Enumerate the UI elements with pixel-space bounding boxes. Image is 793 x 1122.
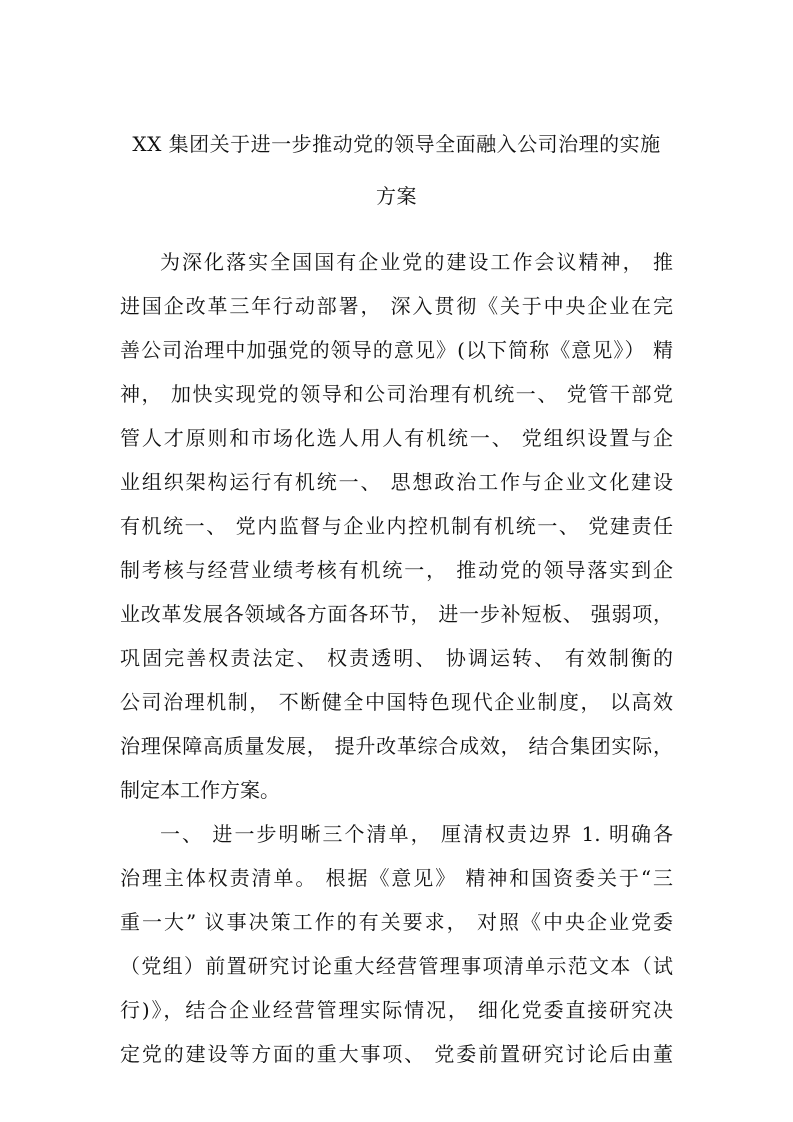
body-line: 管人才原则和市场化选人用人有机统一、 党组织设置与企 [120,426,673,450]
body-line: 为深化落实全国国有企业党的建设工作会议精神， 推 [160,250,673,274]
document-title-line-2: 方案 [376,184,417,208]
body-line: 善公司治理中加强党的领导的意见》(以下简称《意见》） 精 [120,338,673,362]
body-line: 一、 进一步明晰三个清单， 厘清权责边界 1. 明确各 [160,822,673,846]
body-line: 制定本工作方案。 [120,778,280,802]
body-line: 有机统一、 党内监督与企业内控机制有机统一、 党建责任 [120,514,673,538]
body-line: 制考核与经营业绩考核有机统一， 推动党的领导落实到企 [120,558,673,582]
body-line: 重一大” 议事决策工作的有关要求， 对照《中央企业党委 [120,910,673,934]
body-line: 公司治理机制， 不断健全中国特色现代企业制度， 以高效 [120,690,673,714]
body-line: 行)》，结合企业经营管理实际情况， 细化党委直接研究决 [120,998,673,1022]
body-line: （党组）前置研究讨论重大经营管理事项清单示范文本（试 [120,954,673,978]
body-line: 进国企改革三年行动部署， 深入贯彻《关于中央企业在完 [120,294,673,318]
body-line: 定党的建设等方面的重大事项、 党委前置研究讨论后由董 [120,1042,673,1066]
body-line: 业组织架构运行有机统一、 思想政治工作与企业文化建设 [120,470,673,494]
body-line: 治理主体权责清单。 根据《意见》 精神和国资委关于“三 [120,866,673,890]
body-line: 巩固完善权责法定、 权责透明、 协调运转、 有效制衡的 [120,646,673,670]
body-line: 神， 加快实现党的领导和公司治理有机统一、 党管干部党 [120,382,673,406]
body-line: 治理保障高质量发展， 提升改革综合成效， 结合集团实际， [120,734,673,758]
document-title-line-1: XX 集团关于进一步推动党的领导全面融入公司治理的实施 [132,132,661,156]
body-line: 业改革发展各领域各方面各环节， 进一步补短板、 强弱项， [120,602,673,626]
